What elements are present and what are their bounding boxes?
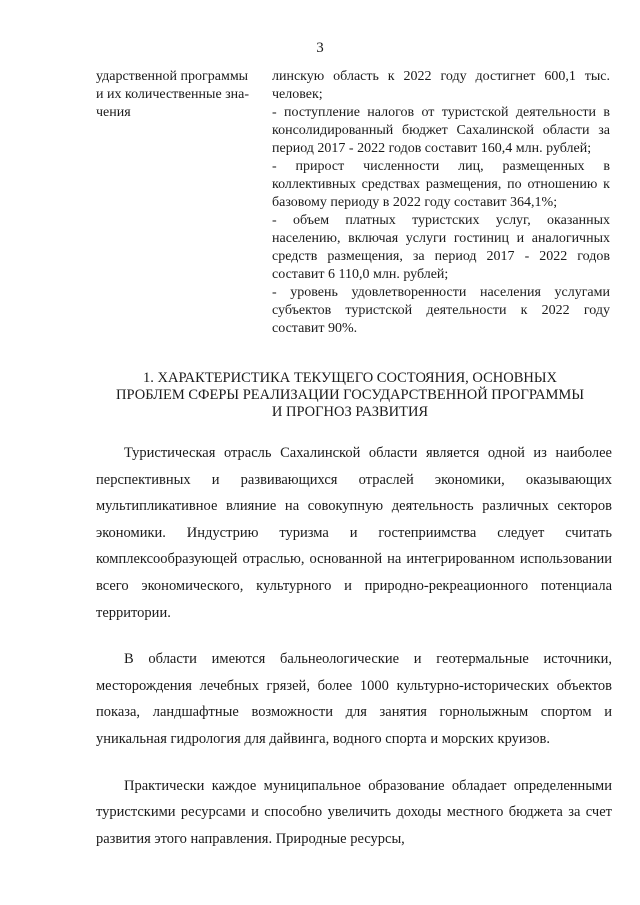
indicator-item: - объем платных туристских услуг, оказанных населению, включая услуги гостиниц и аналогичных средств размещения, за период 2017 - 2022 годов составит 6 110,0 млн. рублей; — [272, 213, 610, 282]
table-left-cell — [96, 68, 264, 122]
table-left-line: чения — [96, 105, 131, 120]
body-paragraph: В области имеются бальнеологические и геотермальные источники, месторождения лечебных грязей, более 1000 культурно-исторических объектов показа, ландшафтные возможности для занятия горнолыжным спортом и уникальная гидрология для дайвинга, водного спорта и морских круизов. — [96, 651, 612, 747]
page-number: 3 — [316, 40, 324, 56]
table-left-line: ударственной программы — [96, 69, 249, 84]
table-left-line: и их количественные зна- — [96, 87, 250, 102]
indicator-item: - поступление налогов от туристской деятельности в консолидированный бюджет Сахалинской области за период 2017 - 2022 годов составит 160,4 млн. рублей; — [272, 105, 610, 156]
table-right-cell — [272, 68, 610, 338]
body-paragraph: Практически каждое муниципальное образование обладает определенными туристскими ресурсами и способно увеличить доходы местного бюджета за счет развития этого направления. Природные ресурсы, — [96, 777, 612, 847]
section-heading — [80, 370, 620, 421]
indicator-item: - уровень удовлетворенности населения услугами субъектов туристской деятельности к 2022 году составит 90%. — [272, 285, 610, 336]
indicator-item: линскую область к 2022 году достигнет 600,1 тыс. человек; — [272, 69, 610, 102]
section-heading-line: И ПРОГНОЗ РАЗВИТИЯ — [271, 404, 429, 420]
passport-table-fragment — [96, 68, 612, 336]
section-body — [96, 440, 612, 872]
section-heading-line: ПРОБЛЕМ СФЕРЫ РЕАЛИЗАЦИИ ГОСУДАРСТВЕННОЙ ПРОГРАММЫ — [116, 387, 584, 403]
body-paragraph: Туристическая отрасль Сахалинской области является одной из наиболее перспективных и развивающихся отраслей экономики, оказывающих мультипликативное влияние на совокупную деятельность различных секторов экономики. Индустрию туризма и гостеприимства следует считать комплексообразующей отраслью, основанной на интегрированном использовании всего экономического, культурного и природно-рекреационного потенциала территории. — [96, 445, 612, 621]
indicator-item: - прирост численности лиц, размещенных в коллективных средствах размещения, по отношению к базовому периоду в 2022 году составит 364,1%; — [272, 159, 610, 210]
section-heading-line: 1. ХАРАКТЕРИСТИКА ТЕКУЩЕГО СОСТОЯНИЯ, ОСНОВНЫХ — [143, 370, 557, 386]
